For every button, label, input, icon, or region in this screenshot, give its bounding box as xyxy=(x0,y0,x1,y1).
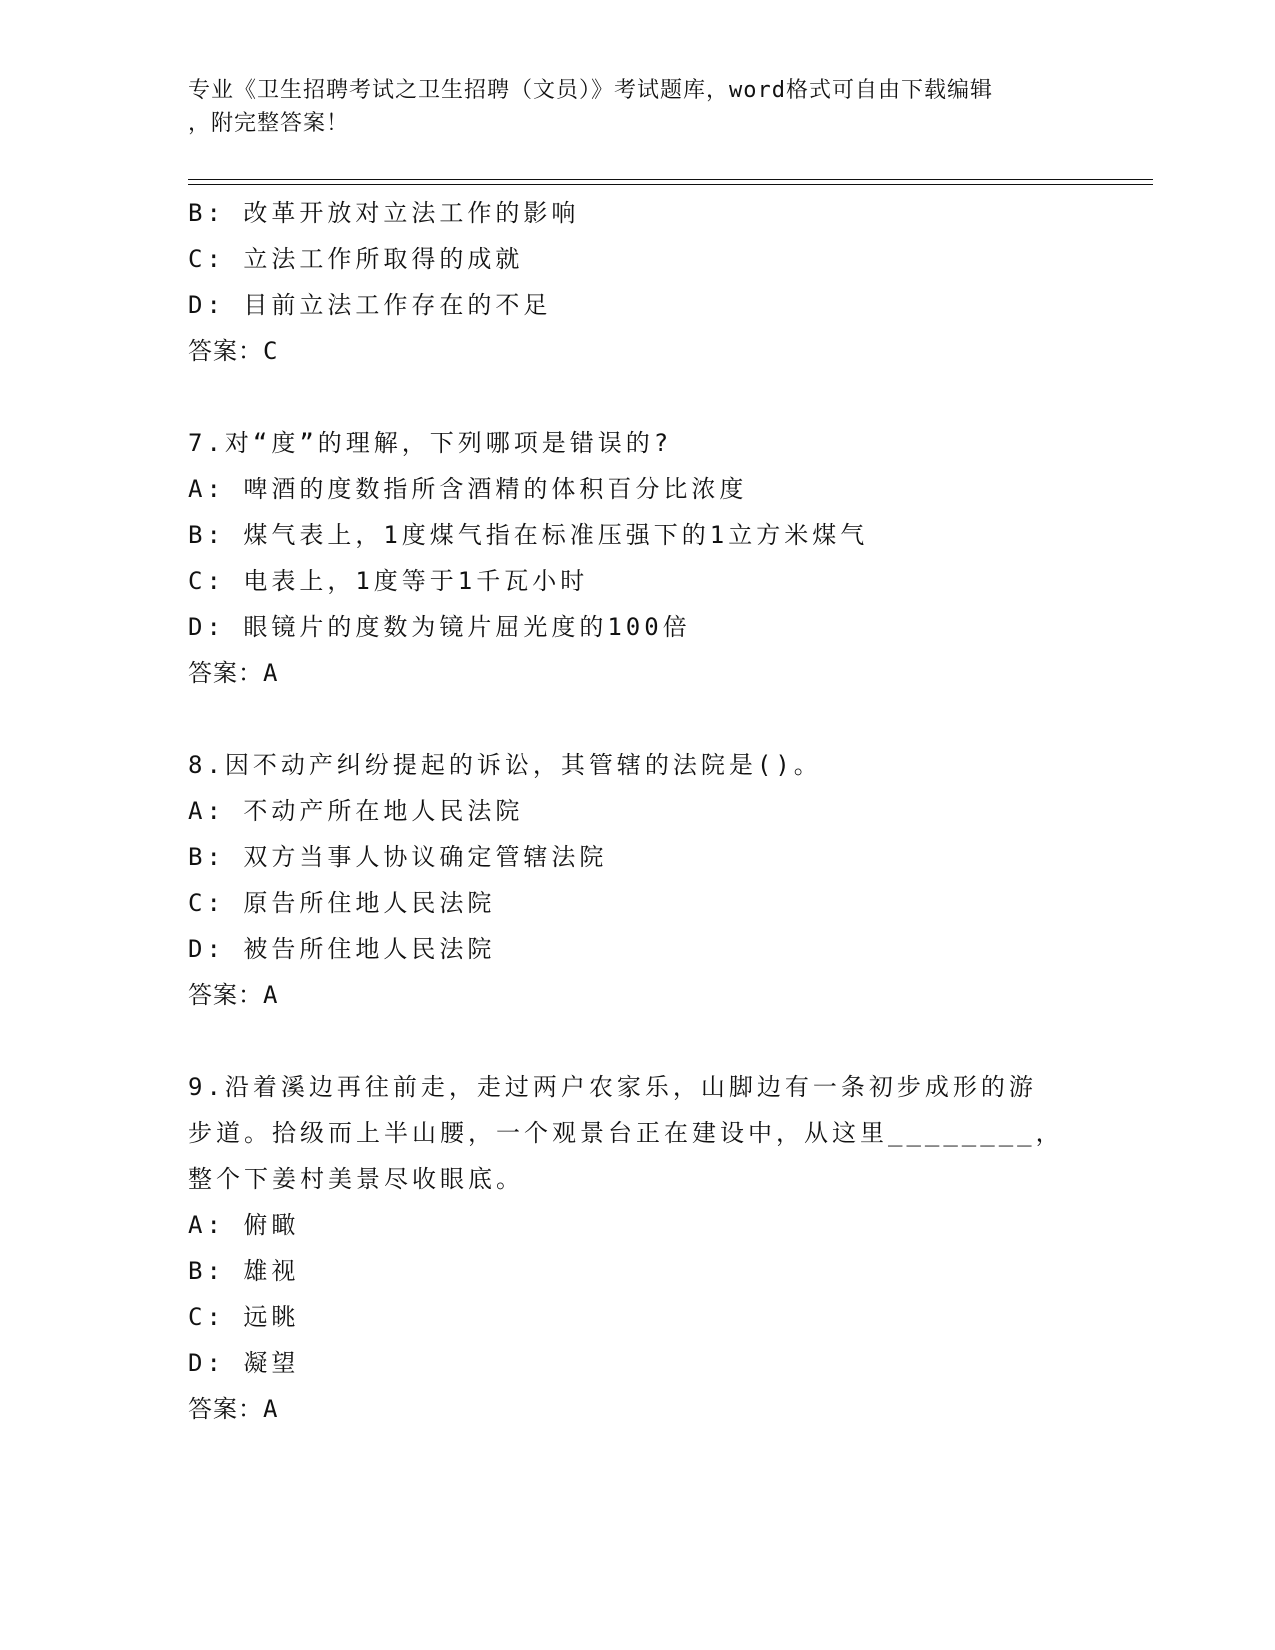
q8-option-d: D: 被告所住地人民法院 xyxy=(188,935,496,963)
header-divider-bottom xyxy=(188,184,1153,185)
q9-option-c: C: 远眺 xyxy=(188,1303,300,1331)
q7-option-d: D: 眼镜片的度数为镜片屈光度的100倍 xyxy=(188,613,691,641)
q8-option-c: C: 原告所住地人民法院 xyxy=(188,889,496,917)
q7-question: 7.对“度”的理解，下列哪项是错误的? xyxy=(188,429,673,457)
question-9 xyxy=(188,1064,1088,1432)
q9-option-d: D: 凝望 xyxy=(188,1349,300,1377)
spacer xyxy=(188,696,1088,742)
q6-option-b: B: 改革开放对立法工作的影响 xyxy=(188,199,580,227)
q6-option-c: C: 立法工作所取得的成就 xyxy=(188,245,524,273)
q8-option-a: A: 不动产所在地人民法院 xyxy=(188,797,524,825)
q7-answer: 答案：A xyxy=(188,659,279,687)
q7-option-b: B: 煤气表上，1度煤气指在标准压强下的1立方米煤气 xyxy=(188,521,869,549)
q6-option-d: D: 目前立法工作存在的不足 xyxy=(188,291,552,319)
question-7 xyxy=(188,420,1088,696)
spacer xyxy=(188,1018,1088,1064)
q7-option-c: C: 电表上，1度等于1千瓦小时 xyxy=(188,567,589,595)
header-divider-top xyxy=(188,179,1153,180)
q9-option-b: B: 雄视 xyxy=(188,1257,300,1285)
q8-question: 8.因不动产纠纷提起的诉讼，其管辖的法院是()。 xyxy=(188,751,822,779)
header-title-line1: 专业《卫生招聘考试之卫生招聘（文员）》考试题库，word格式可自由下载编辑 xyxy=(188,78,993,103)
header-title-line2: ，附完整答案！ xyxy=(188,111,350,136)
q8-option-b: B: 双方当事人协议确定管辖法院 xyxy=(188,843,608,871)
q8-answer: 答案：A xyxy=(188,981,279,1009)
question-6 xyxy=(188,190,1088,374)
question-list xyxy=(188,190,1088,1432)
q9-question-line1: 9.沿着溪边再往前走，走过两户农家乐，山脚边有一条初步成形的游 xyxy=(188,1073,1037,1101)
document-header xyxy=(188,74,1068,140)
spacer xyxy=(188,374,1088,420)
q9-question-line2: 步道。拾级而上半山腰，一个观景台正在建设中，从这里________， xyxy=(188,1119,1064,1147)
q9-option-a: A: 俯瞰 xyxy=(188,1211,300,1239)
q9-answer: 答案：A xyxy=(188,1395,279,1423)
q7-option-a: A: 啤酒的度数指所含酒精的体积百分比浓度 xyxy=(188,475,748,503)
q6-answer: 答案：C xyxy=(188,337,279,365)
q9-question-line3: 整个下姜村美景尽收眼底。 xyxy=(188,1165,524,1193)
question-8 xyxy=(188,742,1088,1018)
